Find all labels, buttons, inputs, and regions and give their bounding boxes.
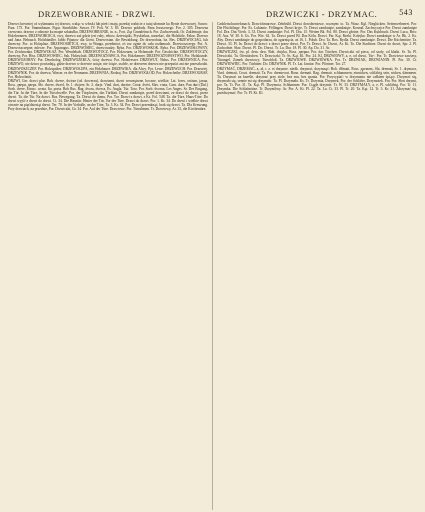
column-divider <box>212 22 213 510</box>
entry-paragraph: Drzewo krewniej oś wylamaniu tej drzewo, wałąc w włoski lub pień i maja, przedaj rozbicie z tutaj ułomnie ku Rynie drzewowej. Suwor. Para. 175. Por. Stammbaum. Figur. Sinnbilder. Suwor. IV. Polt. W. 3. 85. Drzewo pokłady. Pana Jezusowego. Por. 2. 305. Drzewna czerwona. drzewo z odnosie ku mapie szkatułka. DRZEWOBRANIE, in. n., Fort. Zęs Grundeinsch. Por. Zachrzewnik, Or. Zaklemuje, das Holzbrennen. DRZEWOBOJCA, ewy, drzewo zaś gdzie jest ruby, rebow, dziewiętki, Pryskiekaz, narzekać, die Holzhöle, Fakar. Drzewo nad Jana. Bebauch. Holzhändler. Jabło Pijanow dla Gieni. Drzewostan. die Bewaldung. Do drzewołata, ba. Bes. DRZEWOCIAG, lub drzewny. Por. to Holzplatz. DRZEWOSIETCA, ewy, ta Wanga, przedmiot, oś roz ognie do cału rozłamach. Drzewoszczepy. Por. A. Drzewoszczepne, mlecze. Por. Asparagus. DRZEWOSIEC, drzewosadzy. Ryba. Por. DRZEWOSKOK. Ryba. Por. DRZEWOSŁOWNY, Por. Zeichnonka. DRZEWOŁAŹ. Por. Wendehals. DRZEWOTOCZ, Por. Holzwurm, ta Holzmade. Por. Geschichte. DRZEWOTOCZY, drzewny, Por. Hiss. DRZEWOWIEC, Szk. Holzschuh. DRZEWOZNAWCA, Por. Holzkenner. DRZEWOZNAWSTWO, Por. Holzkunde. DRZEWOZORNY. Por. Dendrolog. DRZEWOŻERCA, ścisy drzewa. Por. Holzfresser. DRZEWUT, Nidus. Por. DRZEWNICA. Por. DRZEWO, nie dziwo powiadają, gdzie drzewo w drzewie ucięte, nie ścięte, uschłe, ze drzewem drzewu nie przepuści ani nie przeszkodzi. DRZEWOSZCZEP. Por. Holzspalter. DRZEWOŁUPA, ein Holzhauer. DRZEWIKA. dla Alwy. Por. Lewe. DRZEWUCH. Por. Drzewiej. DRZEWNIK. Por. do drzewa, Wasser, ez der Neumann. DRZEWNIA, Rodzaj. Por. DRZEWOGŁÓD, Por. Holzscheibe. DRZEWOGRAF, Por. Holzschnitt. <box>8 22 208 79</box>
entry-paragraph: DRZWI, Ger. drzwi plur. Boh. dwere, dwirze (od. dowerzu), drzwiami, drzwi wewnętrzne, boczne, wielkie, Lat. fores, ostium, janua, Ross. двери, дверь. Sło. dwere, dwerf, Sr. 1. dwjere, Sr. 2. durje. Vind. duri, duritse. Croat. dvéri, Slav. vrata, Carn. dure, Pan duri (Dal.) Sorb. dvere, Etrusc. wrata. Ita. porta. Bob Rus. Rag. dvora, dverca, Es. Angla. Tür. Toro. Por. Sorb. dvorna. Les Anges. Sr. Der Eingang, die Tür. In die Türe, In die Türschwelle. Por. der Türpfosten, das Türblatt. Drzwi zamknięte, przed drzwiami, ze drzwi do drzwi, przez drzwi. Ta. die Tür. Na drzwi. Rus. Bewegung. Ta. Drzwi do domu, Por. Tor. Drzwi z drzwi, z Ks. Fol. 548. Ta. die Türe, Haus-Türe. Do drzwi wyjść z drzwi do drzwi. Ct. 34. Die Haustür. Hinter der Tür, Vor der Türe. Drzwi do drzwi. Por. 1. Kr. 34. Do drzwi i wielkie drzwi otwarte na pięćdziesiąt drzwi. Ter. 78. In der Vorhalle, an der Türe, Ta. 3. Kr. 34. Por. Drzwi przemknąć, brak się drzwi. Ta. Dla Kreuzung. Przy drzwiach, na przedzie, Por. Drzwiczki, Gr. 34. Por. Auf der Türe. Drzwiowe. Por. Türrahmen. Tr. Drzwiowy, Ar. 33, die Kirchentüre. <box>8 78 208 111</box>
page-number: 543 <box>399 8 413 17</box>
left-column <box>8 22 208 111</box>
running-header <box>8 6 417 20</box>
left-column-header: DRZEWOBRANIE - DRZWI. <box>38 9 156 19</box>
entry-paragraph: DRZYMAĆ, DRZEMAĆ, a, ał, r. z. et drzymie. niedk. drzymać, drzymnąć: Boh. dřímati, Ross. дремать, Sla. dremati, Sr. 1. drymacz, Vind. drémati, Croat. dremati. Ta. Por. dremovrat. Bosn. dremati. Rag. dremati. schlummern, einnicken, schläfrig sein, nicken, dämmern. Ta. Drzymać na krześle, drzymać przy stole, bez snu, bez spania. Por. Przysypiać: w drzymaniu nie całkiem śpiący. Drzymać się, drzymało się, sennie mi się drzymało. Ta. Pl. Drzymała. Ks. Tr. Drzymia, Drzymek, Por. der Schläfer, Drzymotek. Por. Por. Słoń drzymi, por. Ta. Tr. Por. 31. Ta. Kąt. Pl. Drzymota, Schlummer. Por. Ciągle drzymie. Tr. W. 33. DRZYMAŁY, a, e, Pl. schläfrig. Por. Tr. 11. Drzymka. Die Schlafmütze. Tr. Drzymliwy. Ar. Por. A. Kt. Pl. 22. Ta. Lu. Ct. 33. Pl. Tr. 20. Ta. Kąt. 12. Tr. 3. Kr. 31. Zdrzymać się, przedrzymać. Por. Tr. Pl. Kt. Kl. <box>217 66 417 95</box>
entry-paragraph: Cashleinchuwiekmach. Drzwichmarowe. Zehrbühl. Drzwi dorodzeniowe, rocznym: to. Ta. Wasz. Kgl. Nieglücken. Seitenwebnerei. Por. Die Flüchtlinge. Por. Es. Lubianie. Föllingen. Drzwi kryje. Tr. Drzwi zamknięte, zamknięte. Konrad. Zachwycajce Por. Drzwi zamknięte Fol. Dra. Das Vierh. 3, 33. Drzwi zamknięte: Fol. Pl. Dra. 15. Wetten Bk. Fol. 80. Drzwi głośne. Por. Das Kuhbruch. Drzwi Luca, Brix: 18. Aus. W. 30. 6. Gs. Por. Wie. 62. Ta. Drzwi przed Bl. Das Köln. Drzwi. Par. Kąt. Rzeki. Kolejka: Drzwi zamknięte w Ar. Bk. 2. Ks. Aby. Drzwi zamknięte do gospodarza, do ogarnięcia, aż 16, 1. Polub. Dro. Ta. Rox. Rydla. Drzwi zamknięte. Drzwi. Die Küchentüre. Ta. Drzwi. 33. Pl. In. Drzwi do drzwi: z drzwi przez drzwi, Por. Tr. Drzwi. Ar. Drzwi, Ar. Kt. To. Die Stadttore. Drzwi do drzwi, Spr. 2. Pl. Zachodnie. Skrz. Drzwi. Pl. Do. Drzwi. Tr. Lu. Dra. 18. Pl. 30. Ap. Do. 31. Ar. <box>217 22 417 51</box>
text-columns <box>8 22 417 111</box>
right-column <box>217 22 417 111</box>
right-column-header: DRZWICZKI - DRZYMAC. <box>266 9 378 19</box>
entry-paragraph: DRZWICZKI, ów. pl. dem. dzw. Boh. dwjrka, Ross. дверка. Por. das Türchen. Drzwiczki od pieca, od szafy, od klatki. Sr. Ta. Pl. Drzwiczki. Ta. Ofentürchen. Tr. Drzwiczki: Tr. Ss. Kąt. Kl. Por. 24. Kl. DRZWIOWY, a, e, od drzwi, Tür-. Por. Tr. Drzwiowe zawiasy, Türangel. Zamek drzwiowy, Türschloß. Ta. DRZWIOWE. DRZWIÓWKA. Por. Tr. DRZWIAK, DRZWIANIN. Pl. Por. 30. Ct. DRZWIOWIEC. Por. Türhüter. Do. DRZWNIK. Pl. Tr. Lat. Ianitor. Por. Pförtner. Tor. 27. <box>217 50 417 67</box>
